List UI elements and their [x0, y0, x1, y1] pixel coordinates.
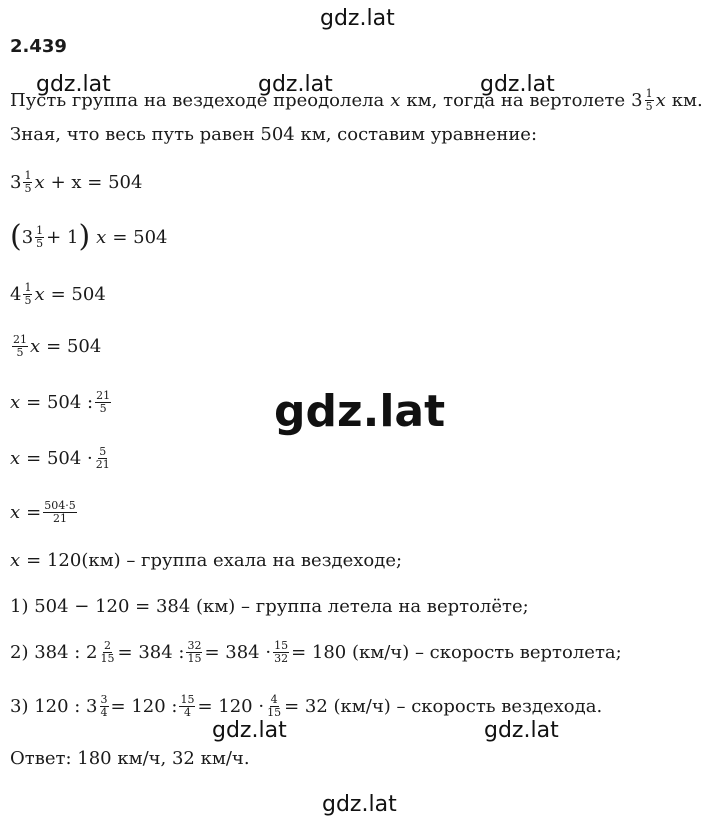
equation-6-a: = 504 ·	[26, 448, 93, 469]
var-x: x	[655, 90, 666, 111]
intro-line-2	[10, 124, 537, 145]
watermark-row-2: gdz.lat	[258, 72, 333, 97]
problem-number: 2.439	[10, 36, 67, 57]
equation-7-a: =	[26, 502, 42, 523]
equation-2: ( 3 $\frac{1}{5}$ + 1 ) x = 504	[10, 219, 168, 254]
watermark-bottom: gdz.lat	[322, 792, 397, 817]
intro-text-a: Пусть группа на вездеходе преодолела	[10, 90, 385, 111]
watermark-row-3: gdz.lat	[480, 72, 555, 97]
equation-1: 3 $\frac{1}{5}$ x + x = 504	[10, 169, 143, 195]
var-x: x	[390, 90, 401, 111]
answer-text: Ответ: 180 км/ч, 32 км/ч.	[10, 748, 250, 769]
step-1	[10, 596, 529, 617]
equation-6: x = 504 · $\frac{5}{21}$	[10, 445, 110, 471]
equation-1-rest: + x = 504	[50, 172, 143, 193]
equation-3-rest: = 504	[50, 284, 106, 305]
watermark-top: gdz.lat	[320, 6, 395, 31]
equation-4-rest: = 504	[46, 336, 102, 357]
equation-8: x = 120(км) – группа ехала на вездеходе;	[10, 550, 403, 571]
equation-7: x = $\frac{504\cdot 5}{21}$	[10, 499, 76, 525]
watermark-lower-right: gdz.lat	[484, 718, 559, 743]
intro-text-2: Зная, что весь путь равен 504 км, составим уравнение:	[10, 124, 538, 145]
intro-text-b: км, тогда на вертолете	[406, 90, 626, 111]
equation-4: $\frac{21}{5}$ x = 504	[13, 333, 102, 359]
watermark-center: gdz.lat	[274, 386, 446, 437]
step-3: 3) 120 : 3 $\frac{3}{4}$ = 120 : $\frac{15}{4}$ = 120 · $\frac{4}{15}$ = 32 (км/ч) – скорость вездехода.	[10, 693, 603, 719]
step-1-text: 1) 504 − 120 = 384 (км) – группа летела на вертолёте;	[10, 596, 529, 617]
intro-line-1: Пусть группа на вездеходе преодолела x км, тогда на вертолете 3 $\frac{1}{5}$ x км.	[10, 87, 703, 113]
equation-5-a: = 504 :	[26, 392, 94, 413]
answer	[10, 748, 250, 769]
watermark-row-1: gdz.lat	[36, 72, 111, 97]
equation-3: 4 $\frac{1}{5}$ x = 504	[10, 281, 106, 307]
equation-2-rest: = 504	[112, 226, 168, 248]
watermark-lower-left: gdz.lat	[212, 718, 287, 743]
equation-5: x = 504 : $\frac{21}{5}$	[10, 389, 111, 415]
intro-text-c: км.	[671, 90, 703, 111]
equation-8-text: = 120(км) – группа ехала на вездеходе;	[26, 550, 403, 571]
fraction-one-fifth: $\frac{1}{5}$	[645, 87, 653, 113]
step-2: 2) 384 : 2 $\frac{2}{15}$ = 384 : $\frac{32}{15}$ = 384 · $\frac{15}{32}$ = 180 (км/ч) – скорость вертолета;	[10, 639, 622, 665]
